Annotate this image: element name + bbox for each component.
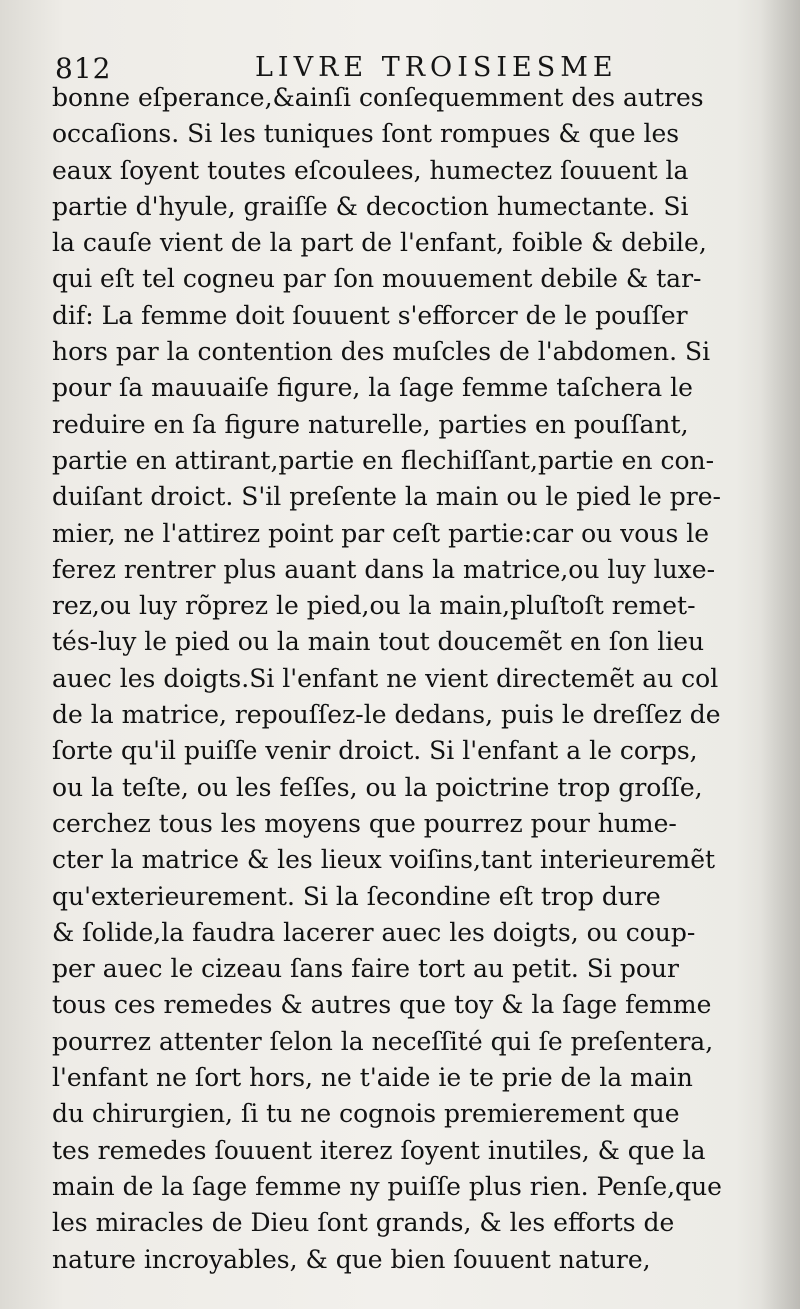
text-line: cerchez tous les moyens que pourrez pour hume- <box>52 808 677 838</box>
running-title: LIVRE TROISIESME <box>255 52 618 83</box>
text-line: duiſant droict. S'il preſente la main ou le pied le pre- <box>52 482 721 512</box>
body-text <box>52 80 772 1278</box>
text-line: la cauſe vient de la part de l'enfant, foible & debile, <box>52 228 707 258</box>
text-line: bonne eſperance,&ainſi conſequemment des autres <box>52 83 704 112</box>
text-line: occaſions. Si les tuniques ſont rompues & que les <box>52 119 680 149</box>
text-line: partie d'hyule, graiſſe & decoction humectante. Si <box>52 191 689 221</box>
text-line: ou la teſte, ou les feſſes, ou la poictrine trop groſſe, <box>52 772 703 802</box>
text-line: hors par la contention des muſcles de l'abdomen. Si <box>52 337 711 367</box>
text-line: reduire en ſa figure naturelle, parties en pouſſant, <box>52 409 689 439</box>
text-line: pourrez attenter ſelon la neceſſité qui ſe preſentera, <box>52 1026 714 1056</box>
text-line: ferez rentrer plus auant dans la matrice,ou luy luxe- <box>52 554 716 584</box>
text-line: auec les doigts.Si l'enfant ne vient directemẽt au col <box>52 663 719 693</box>
text-line: mier, ne l'attirez point par ceſt partie:car ou vous le <box>52 518 710 548</box>
text-line: eaux ſoyent toutes eſcoulees, humectez ſouuent la <box>52 155 689 185</box>
text-line: du chirurgien, ſi tu ne cognois premierement que <box>52 1099 680 1129</box>
text-line: tous ces remedes & autres que toy & la ſage femme <box>52 990 712 1020</box>
text-line: ſorte qu'il puiſſe venir droict. Si l'enfant a le corps, <box>52 736 698 766</box>
text-line: pour ſa mauuaiſe figure, la ſage femme taſchera le <box>52 373 693 403</box>
text-line: de la matrice, repouſſez-le dedans, puis le dreſſez de <box>52 700 721 730</box>
text-line: main de la ſage femme ny puiſſe plus rien. Penſe,que <box>52 1171 722 1201</box>
text-line: les miracles de Dieu ſont grands, & les efforts de <box>52 1208 675 1238</box>
text-line: qu'exterieurement. Si la ſecondine eſt trop dure <box>52 881 661 911</box>
text-line: dif: La femme doit ſouuent s'efforcer de le pouſſer <box>52 300 688 330</box>
text-line: partie en attirant,partie en flechiſſant,partie en con- <box>52 445 715 475</box>
text-line: tes remedes ſouuent iterez ſoyent inutiles, & que la <box>52 1135 706 1165</box>
text-line: cter la matrice & les lieux voiſins,tant interieuremẽt <box>52 845 716 875</box>
text-line: qui eſt tel cogneu par ſon mouuement debile & tar- <box>52 264 702 294</box>
text-line: rez,ou luy rõprez le pied,ou la main,pluſtoſt remet- <box>52 591 696 621</box>
text-line: l'enfant ne ſort hors, ne t'aide ie te prie de la main <box>52 1063 693 1093</box>
text-line: tés-luy le pied ou la main tout doucemẽt en ſon lieu <box>52 627 705 657</box>
text-line: & ſolide,la faudra lacerer auec les doigts, ou coup- <box>52 917 696 947</box>
text-line: per auec le cizeau ſans faire tort au petit. Si pour <box>52 954 679 984</box>
page-number: 812 <box>55 52 112 85</box>
text-line: nature incroyables, & que bien ſouuent nature, <box>52 1244 651 1274</box>
